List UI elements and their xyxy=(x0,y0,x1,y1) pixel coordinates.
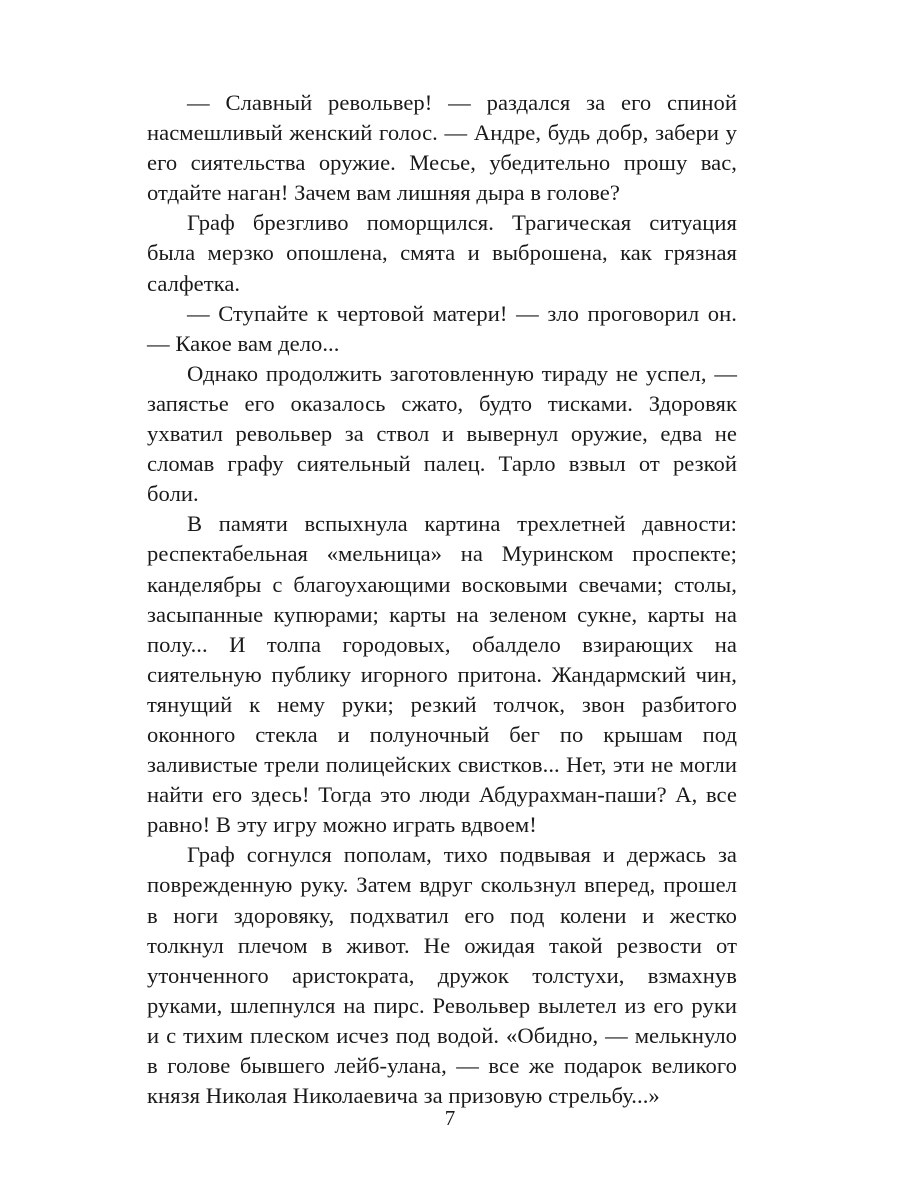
paragraph: Граф согнулся пополам, тихо подвывая и держась за поврежденную руку. Затем вдруг скользнул вперед, прошел в ноги здоровяку, подхватил его под колени и жестко толкнул плечом в живот. Не ожидая такой резвости от утонченного аристократа, дружок толстухи, взмахнув руками, шлепнулся на пирс. Револьвер вылетел из его руки и с тихим плеском исчез под водой. «Обидно, — мелькнуло в голове бывшего лейб-улана, — все же подарок великого князя Николая Николаевича за призовую стрельбу...» xyxy=(147,842,737,1109)
paragraph: — Славный револьвер! — раздался за его спиной насмешливый женский голос. — Андре, будь добр, забери у его сиятельства оружие. Месье, убедительно прошу вас, отдайте наган! Зачем вам лишняя дыра в голове? xyxy=(147,90,737,206)
paragraph: — Ступайте к чертовой матери! — зло проговорил он. — Какое вам дело... xyxy=(147,300,737,356)
page-number: 7 xyxy=(444,1106,456,1130)
paragraph: Однако продолжить заготовленную тираду не успел, — запястье его оказалось сжато, будто тисками. Здоровяк ухватил револьвер за ствол и вывернул оружие, едва не сломав графу сиятельный палец. Тарло взвыл от резкой боли. xyxy=(147,360,737,507)
page-text-block xyxy=(147,88,737,1111)
paragraph: Граф брезгливо поморщился. Трагическая ситуация была мерзко опошлена, смята и выброшена, как грязная салфетка. xyxy=(147,210,737,296)
paragraph: В памяти вспыхнула картина трехлетней давности: респектабельная «мельница» на Муринском проспекте; канделябры с благоухающими восковыми свечами; столы, засыпанные купюрами; карты на зеленом сукне, карты на полу... И толпа городовых, обалдело взирающих на сиятельную публику игорного притона. Жандармский чин, тянущий к нему руки; резкий толчок, звон разбитого оконного стекла и полуночный бег по крышам под заливистые трели полицейских свистков... Нет, эти не могли найти его здесь! Тогда это люди Абдурахман-паши? А, все равно! В эту игру можно играть вдвоем! xyxy=(147,511,737,838)
